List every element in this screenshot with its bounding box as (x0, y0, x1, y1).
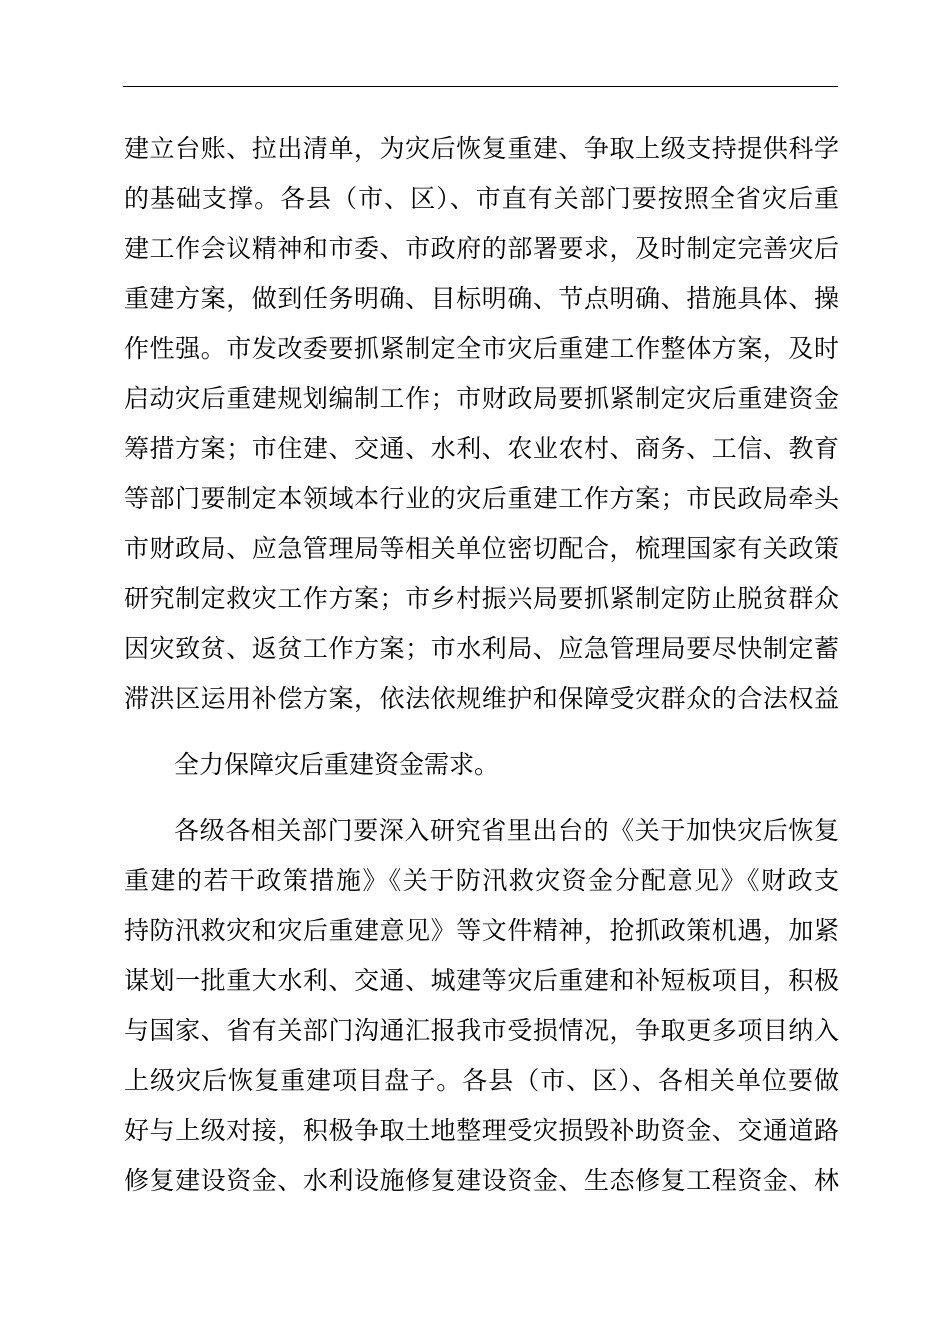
text-line: 谋划一批重大水利、交通、城建等灾后重建和补短板项目，积极 (124, 966, 839, 995)
text-line: 建工作会议精神和市委、市政府的部署要求，及时制定完善灾后 (124, 234, 839, 263)
text-line: 持防汛救灾和灾后重建意见》等文件精神，抢抓政策机遇，加紧 (124, 916, 839, 945)
text-line: 与国家、省有关部门沟通汇报我市受损情况，争取更多项目纳入 (124, 1016, 839, 1045)
text-line: 好与上级对接，积极争取土地整理受灾损毁补助资金、交通道路 (124, 1116, 839, 1145)
paragraph-2 (124, 806, 839, 1206)
paragraph-gap (124, 790, 839, 806)
text-line: 市财政局、应急管理局等相关单位密切配合，梳理国家有关政策 (124, 534, 839, 563)
section-heading: 全力保障灾后重建资金需求。 (174, 750, 500, 779)
text-line: 重建方案，做到任务明确、目标明确、节点明确、措施具体、操 (124, 284, 839, 313)
text-line: 的基础支撑。各县（市、区）、市直有关部门要按照全省灾后重 (124, 184, 839, 213)
text-line: 上级灾后恢复重建项目盘子。各县（市、区）、各相关单位要做 (124, 1066, 839, 1095)
text-line: 修复建设资金、水利设施修复建设资金、生态修复工程资金、林 (124, 1166, 839, 1195)
paragraph-1 (124, 124, 839, 724)
text-line: 因灾致贫、返贫工作方案；市水利局、应急管理局要尽快制定蓄 (124, 634, 839, 663)
document-body (124, 124, 839, 1206)
text-line: 滞洪区运用补偿方案，依法依规维护和保障受灾群众的合法权益 (124, 684, 839, 713)
text-line: 作性强。市发改委要抓紧制定全市灾后重建工作整体方案，及时 (124, 334, 839, 363)
text-line: 各级各相关部门要深入研究省里出台的《关于加快灾后恢复 (174, 816, 839, 845)
text-line: 启动灾后重建规划编制工作；市财政局要抓紧制定灾后重建资金 (124, 384, 839, 413)
header-rule (123, 86, 838, 87)
text-line: 等部门要制定本领域本行业的灾后重建工作方案；市民政局牵头 (124, 484, 839, 513)
text-line: 研究制定救灾工作方案；市乡村振兴局要抓紧制定防止脱贫群众 (124, 584, 839, 613)
text-line: 重建的若干政策措施》《关于防汛救灾资金分配意见》《财政支 (124, 866, 839, 895)
text-line: 筹措方案；市住建、交通、水利、农业农村、商务、工信、教育 (124, 434, 839, 463)
text-line: 建立台账、拉出清单，为灾后恢复重建、争取上级支持提供科学 (124, 134, 839, 163)
paragraph-gap (124, 724, 839, 740)
